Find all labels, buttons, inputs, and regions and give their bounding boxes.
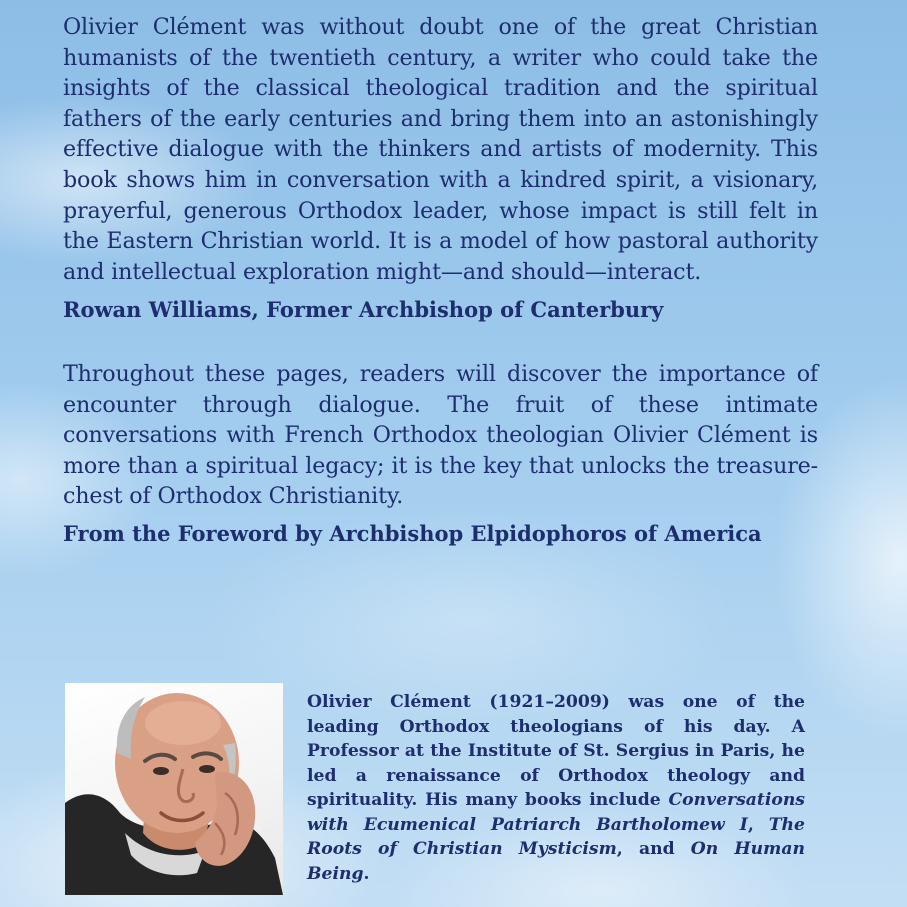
author-portrait-photo (65, 683, 283, 895)
bio-end: . (363, 863, 370, 884)
quote-attribution-foreword: From the Foreword by Archbishop Elpidophoros of America (63, 521, 762, 546)
author-biography (307, 690, 805, 886)
review-quote-foreword: Throughout these pages, readers will discover the importance of encounter through dialogue. The fruit of these intimate conversations with French Orthodox theologian Olivier Clément is more than a spiritual legacy; it is the key that unlocks the treasure-chest of Orthodox Christianity. (63, 361, 818, 510)
book-title-roots-of-christian-mysticism: The Roots of Christian Mysticism (307, 814, 805, 859)
bio-intro: Olivier Clément (1921–2009) was one of the leading Orthodox theologians of his day. A Professor at the Institute of St. Sergius in Paris, he led a renaissance of Orthodox theology and spirituality. His many books include (307, 692, 805, 810)
author-portrait-illustration (65, 683, 283, 895)
quote-attribution-rowan-williams: Rowan Williams, Former Archbishop of Canterbury (63, 297, 664, 322)
book-title-conversations: Conversations with Ecumenical Patriarch Bartholomew I (307, 790, 805, 835)
book-title-on-human-being: On Human Being (307, 839, 805, 884)
bio-separator-2: , and (616, 839, 691, 859)
bio-separator-1: , (747, 814, 769, 835)
review-quote-rowan-williams: Olivier Clément was without doubt one of the great Christian humanists of the twentieth century, a writer who could take the insights of the classical theological tradition and the spiritual fathers of the early centuries and bring them into an astonishingly effective dialogue with the thinkers and artists of modernity. This book shows him in conversation with a kindred spirit, a visionary, prayerful, generous Orthodox leader, whose impact is still felt in the Eastern Christian world. It is a model of how pastoral authority and intellectual exploration might—and should—interact. (63, 14, 818, 285)
